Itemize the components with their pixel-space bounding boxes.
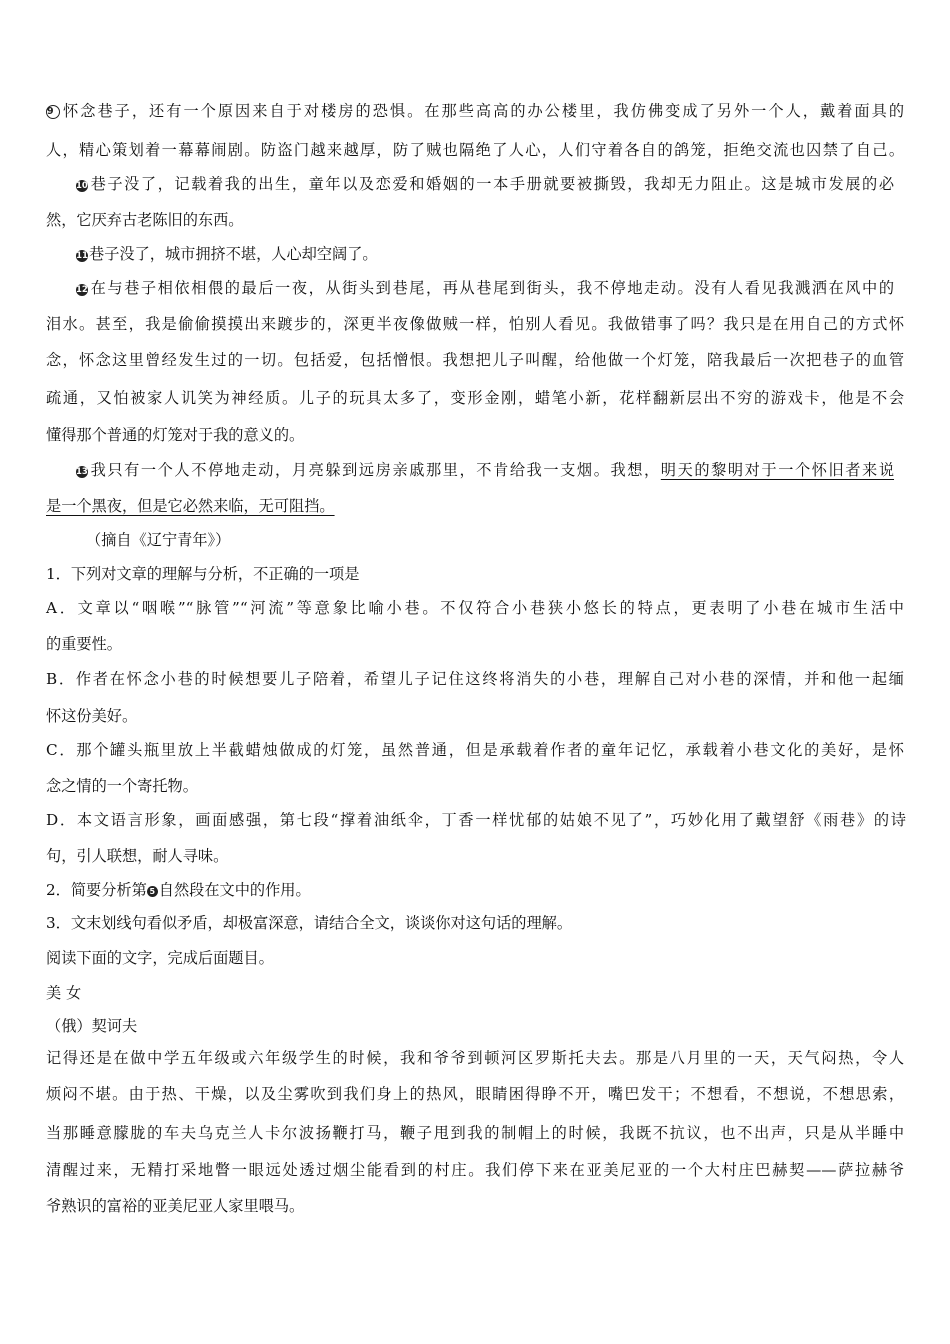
story-title: 美 女 — [46, 984, 82, 1002]
p12-line-3: 念，怀念这里曾经发生过的一切。包括爱，包括憎恨。我想把儿子叫醒，给他做一个灯笼，陪我最后一次把巷子的血管 — [46, 351, 904, 369]
p13-line-1: 13我只有一个人不停地走动，月亮躲到远房亲戚那里，不肯给我一支烟。我想，明天的黎明对于一个怀旧者来说 — [76, 461, 895, 479]
question-3: 3．文末划线句看似矛盾，却极富深意，请结合全文，谈谈你对这句话的理解。 — [46, 914, 573, 932]
source-citation: （摘自《辽宁青年》） — [86, 531, 231, 549]
circled-number-10: 10 — [76, 181, 88, 191]
story-line-3: 当那睡意朦胧的车夫乌克兰人卡尔波扬鞭打马，鞭子甩到我的制帽上的时候，我既不抗议，也不出声，只是从半睡中 — [46, 1124, 904, 1142]
p10-line-1: 10巷子没了，记载着我的出生，童年以及恋爱和婚姻的一本手册就要被撕毁，我却无力阻止。这是城市发展的必 — [76, 175, 894, 193]
p9-line-2: 人，精心策划着一幕幕闹剧。防盗门越来越厚，防了贼也隔绝了人心，人们守着各自的鸽笼，拒绝交流也囚禁了自己。 — [46, 141, 904, 159]
option-d-line-2: 句，引人联想，耐人寻味。 — [46, 847, 229, 865]
p12-line-4: 疏通，又怕被家人讥笑为神经质。儿子的玩具太多了，变形金刚，蜡笔小新，花样翻新层出不穷的游戏卡，他是不会 — [46, 389, 904, 407]
circled-number-9: 9 — [46, 105, 60, 119]
underlined-sentence-part-1: 明天的黎明对于一个怀旧者来说 — [660, 461, 895, 479]
option-c-line-2: 念之情的一个寄托物。 — [46, 777, 198, 795]
option-a-line-1: A．文章以“咽喉”“脉管”“河流”等意象比喻小巷。不仅符合小巷狭小悠长的特点，更表明了小巷在城市生活中 — [46, 599, 904, 617]
option-a-line-2: 的重要性。 — [46, 635, 122, 653]
option-b-line-1: B．作者在怀念小巷的时候想要儿子陪着，希望儿子记住这终将消失的小巷，理解自己对小巷的深情，并和他一起缅 — [46, 670, 904, 688]
p10-line-2: 然，它厌弃古老陈旧的东西。 — [46, 211, 244, 229]
story-line-1: 记得还是在做中学五年级或六年级学生的时候，我和爷爷到顿河区罗斯托夫去。那是八月里的一天，天气闷热，令人 — [46, 1049, 904, 1067]
p11-line-1: 11巷子没了，城市拥挤不堪，人心却空阔了。 — [76, 245, 378, 263]
story-line-5: 爷熟识的富裕的亚美尼亚人家里喂马。 — [46, 1197, 305, 1215]
option-c-line-1: C．那个罐头瓶里放上半截蜡烛做成的灯笼，虽然普通，但是承载着作者的童年记忆，承载着小巷文化的美好，是怀 — [46, 741, 904, 759]
p12-line-5: 懂得那个普通的灯笼对于我的意义的。 — [46, 426, 305, 444]
option-d-line-1: D．本文语言形象，画面感强，第七段“撑着油纸伞，丁香一样忧郁的姑娘不见了”，巧妙化用了戴望舒《雨巷》的诗 — [46, 811, 906, 829]
p12-line-1: 12在与巷子相依相偎的最后一夜，从街头到巷尾，再从巷尾到街头，我不停地走动。没有人看见我溅洒在风中的 — [76, 279, 894, 297]
question-2: 2．简要分析第 5 自然段在文中的作用。 — [46, 881, 311, 899]
story-line-2: 烦闷不堪。由于热、干燥，以及尘雾吹到我们身上的热风，眼睛困得睁不开，嘴巴发干；不想看，不想说，不想思索， — [46, 1085, 904, 1103]
circled-number-11: 11 — [76, 251, 88, 261]
question-1-stem: 1．下列对文章的理解与分析，不正确的一项是 — [46, 565, 360, 583]
circled-number-5: 5 — [147, 886, 158, 897]
underlined-sentence-part-2: 是一个黑夜，但是它必然来临，无可阻挡。 — [46, 497, 335, 515]
p12-line-2: 泪水。甚至，我是偷偷摸摸出来踱步的，深更半夜像做贼一样，怕别人看见。我做错事了吗？我只是在用自己的方式怀 — [46, 315, 904, 333]
option-b-line-2: 怀这份美好。 — [46, 707, 138, 725]
story-author: （俄）契诃夫 — [46, 1017, 138, 1035]
circled-number-13: 13 — [76, 467, 88, 477]
reading-instruction: 阅读下面的文字，完成后面题目。 — [46, 949, 274, 967]
p9-line-1: 9 怀念巷子，还有一个原因来自于对楼房的恐惧。在那些高高的办公楼里，我仿佛变成了另外一个人，戴着面具的 — [47, 102, 904, 120]
story-line-4: 清醒过来，无精打采地瞥一眼远处透过烟尘能看到的村庄。我们停下来在亚美尼亚的一个大村庄巴赫契——萨拉赫爷 — [46, 1161, 904, 1179]
circled-number-12: 12 — [76, 285, 88, 295]
